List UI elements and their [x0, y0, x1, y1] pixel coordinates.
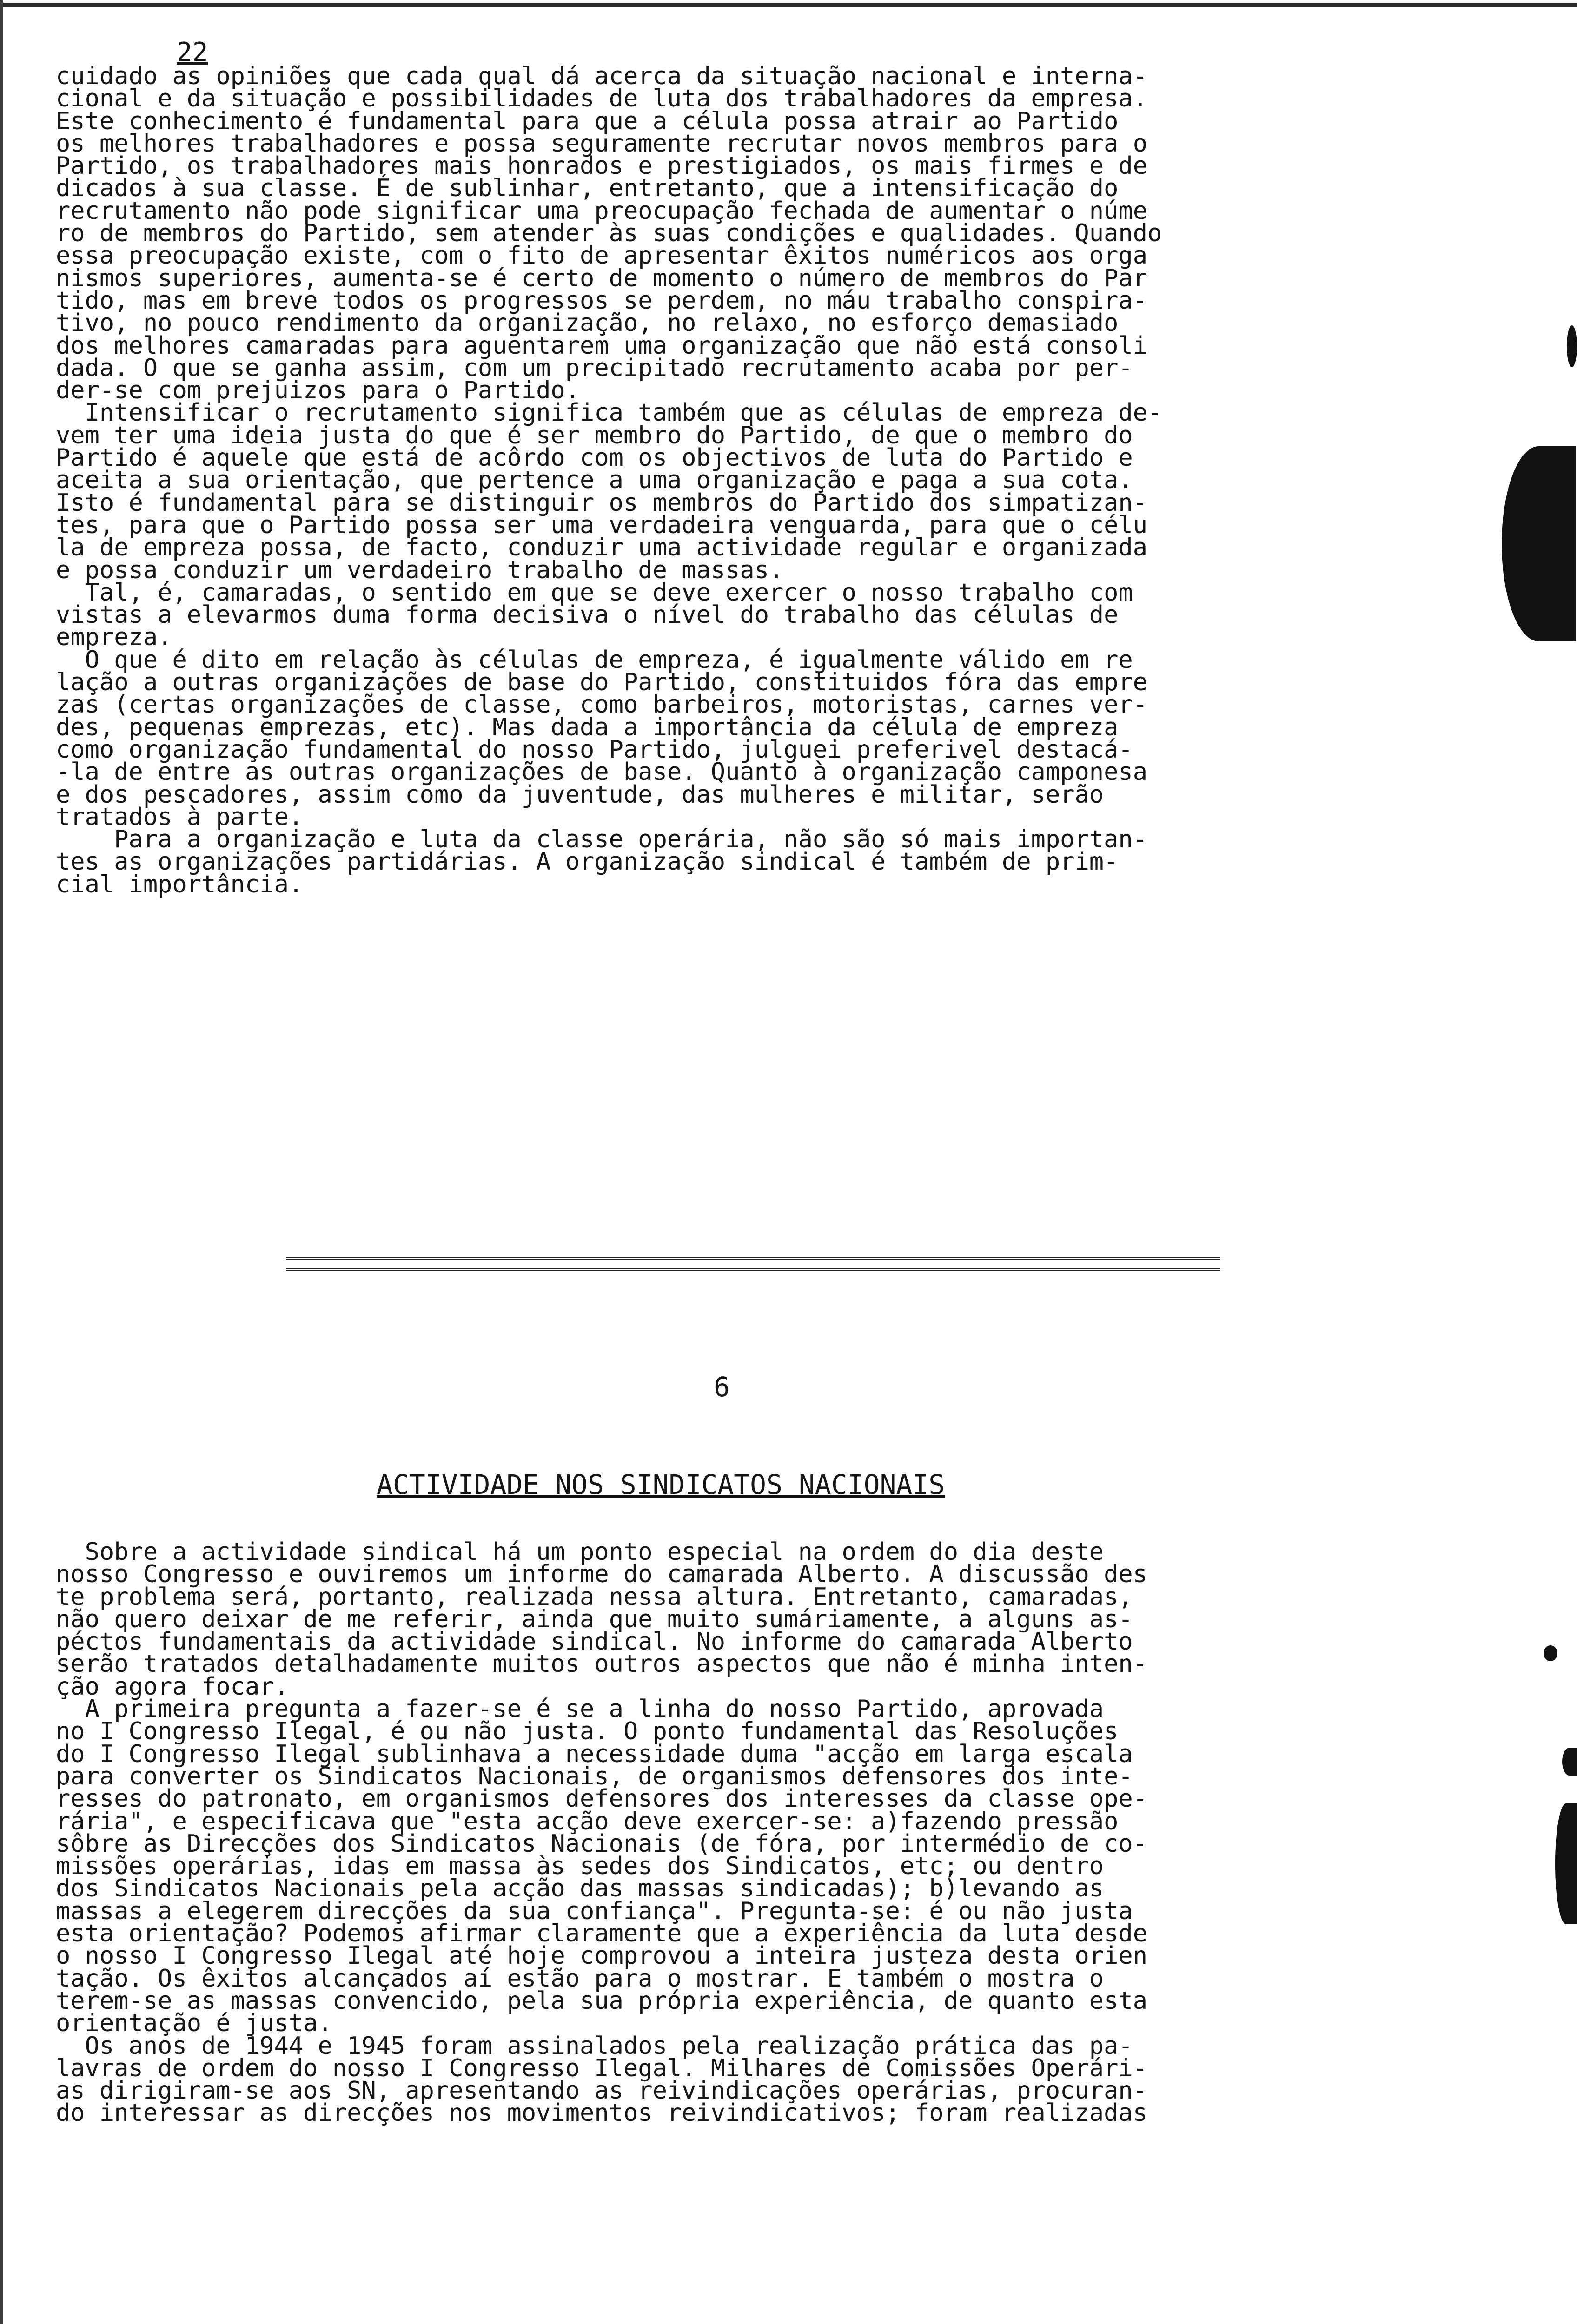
- section-separator: [286, 1257, 1220, 1271]
- text-line: A primeira pregunta a fazer-se é se a linha do nosso Partido, aprovada: [56, 1695, 1104, 1723]
- text-line: la de empreza possa, de facto, conduzir uma actividade regular e organizada: [56, 534, 1147, 562]
- body-text-block-2: [56, 1538, 1460, 2127]
- text-line: aceita a sua orientação, que pertence a uma organização e paga a sua cota.: [56, 466, 1133, 495]
- text-line: te problema será, portanto, realizada nessa altura. Entretanto, camaradas,: [56, 1583, 1133, 1611]
- text-line: para converter os Sindicatos Nacionais, de organismos defensores dos inte-: [56, 1762, 1133, 1790]
- scan-ink-blot: [1567, 325, 1577, 367]
- text-line: do I Congresso Ilegal sublinhava a necessidade duma "acção em larga escala: [56, 1740, 1133, 1768]
- text-line: empreza.: [56, 623, 172, 652]
- text-line: lação a outras organizações de base do Partido, constituidos fóra das empre: [56, 668, 1147, 697]
- text-line: tivo, no pouco rendimento da organização, no relaxo, no esforço demasiado: [56, 309, 1119, 337]
- text-line: e possa conduzir um verdadeiro trabalho de massas.: [56, 556, 784, 584]
- text-line: no I Congresso Ilegal, é ou não justa. O ponto fundamental das Resoluções: [56, 1717, 1119, 1746]
- text-line: sôbre as Direcções dos Sindicatos Nacionais (de fóra, por intermédio de co-: [56, 1829, 1147, 1858]
- text-line: Para a organização e luta da classe operária, não são só mais importan-: [56, 825, 1147, 854]
- text-line: o nosso I Congresso Ilegal até hoje comprovou a inteira justeza desta orien: [56, 1942, 1147, 1970]
- text-line: tido, mas em breve todos os progressos se perdem, no máu trabalho conspira-: [56, 286, 1147, 315]
- text-line: resses do patronato, em organismos defensores dos interesses da classe ope-: [56, 1785, 1147, 1813]
- text-line: tação. Os êxitos alcançados aí estão para o mostrar. E também o mostra o: [56, 1964, 1104, 1993]
- text-line: Sobre a actividade sindical há um ponto especial na ordem do dia deste: [56, 1538, 1104, 1566]
- left-edge-shadow: [0, 0, 3, 2324]
- text-line: der-se com prejuizos para o Partido.: [56, 376, 580, 405]
- text-line: dos melhores camaradas para aguentarem uma organização que não está consoli: [56, 331, 1147, 360]
- text-line: tes, para que o Partido possa ser uma verdadeira venguarda, para que o célu: [56, 511, 1147, 539]
- text-line: des, pequenas emprezas, etc). Mas dada a importância da célula de empreza: [56, 713, 1119, 741]
- scan-ink-blot: [1502, 446, 1576, 641]
- text-line: cial importância.: [56, 870, 304, 898]
- text-line: dada. O que se ganha assim, com um precipitado recrutamento acaba por per-: [56, 354, 1133, 382]
- text-line: os melhores trabalhadores e possa seguramente recrutar novos membros para o: [56, 129, 1147, 158]
- text-line: zas (certas organizações de classe, como barbeiros, motoristas, carnes ver-: [56, 691, 1147, 719]
- text-line: vistas a elevarmos duma forma decisiva o nível do trabalho das células de: [56, 601, 1119, 629]
- text-line: esta orientação? Podemos afirmar claramente que a experiência da luta desde: [56, 1920, 1147, 1948]
- text-line: do interessar as direcções nos movimentos reivindicativos; foram realizadas: [56, 2099, 1147, 2127]
- text-line: ção agora focar.: [56, 1672, 289, 1701]
- text-line: cional e da situação e possibilidades de luta dos trabalhadores da empresa.: [56, 85, 1147, 113]
- text-line: Partido é aquele que está de acôrdo com os objectivos de luta do Partido e: [56, 444, 1133, 472]
- text-line: e dos pescadores, assim como da juventude, das mulheres e militar, serão: [56, 780, 1104, 809]
- scan-ink-blot: [1544, 1645, 1557, 1661]
- text-line: serão tratados detalhadamente muitos outros aspectos que não é minha inten-: [56, 1650, 1147, 1678]
- text-line: péctos fundamentais da actividade sindical. No informe do camarada Alberto: [56, 1628, 1133, 1656]
- text-line: vem ter uma ideia justa do que é ser membro do Partido, de que o membro do: [56, 421, 1133, 449]
- text-line: tratados à parte.: [56, 803, 304, 831]
- text-line: missões operárias, idas em massa às sedes dos Sindicatos, etc; ou dentro: [56, 1852, 1104, 1881]
- page-number: 22: [177, 37, 208, 67]
- text-line: essa preocupação existe, com o fito de apresentar êxitos numéricos aos orga: [56, 242, 1147, 270]
- text-line: -la de entre as outras organizações de base. Quanto à organização camponesa: [56, 758, 1147, 786]
- text-line: dos Sindicatos Nacionais pela acção das massas sindicadas); b)levando as: [56, 1875, 1104, 1903]
- text-line: nismos superiores, aumenta-se é certo de momento o número de membros do Par: [56, 264, 1147, 292]
- text-line: massas a elegerem direcções da sua confiança". Pregunta-se: é ou não justa: [56, 1897, 1133, 1925]
- text-line: O que é dito em relação às células de empreza, é igualmente válido em re: [56, 646, 1133, 674]
- text-line: lavras de ordem do nosso I Congresso Ilegal. Milhares de Comissões Operári-: [56, 2054, 1147, 2082]
- text-line: não quero deixar de me referir, ainda que muito sumáriamente, a alguns as-: [56, 1605, 1133, 1633]
- text-line: Os anos de 1944 e 1945 foram assinalados pela realização prática das pa-: [56, 2032, 1133, 2060]
- top-edge-rule: [0, 3, 1577, 7]
- body-text-block-1: [56, 62, 1460, 898]
- text-line: ro de membros do Partido, sem atender às suas condições e qualidades. Quando: [56, 219, 1162, 248]
- text-line: orientação é justa.: [56, 2009, 332, 2038]
- text-line: cuidado as opiniões que cada qual dá acerca da situação nacional e interna-: [56, 62, 1147, 90]
- text-line: terem-se as massas convencido, pela sua própria experiência, de quanto esta: [56, 1987, 1147, 2015]
- text-line: Este conhecimento é fundamental para que a célula possa atrair ao Partido: [56, 107, 1119, 135]
- section-number: 6: [714, 1371, 730, 1403]
- scan-ink-blot: [1555, 1803, 1577, 1924]
- text-line: Intensificar o recrutamento significa também que as células de empreza de-: [56, 399, 1162, 427]
- text-line: Partido, os trabalhadores mais honrados e prestigiados, os mais firmes e de: [56, 152, 1147, 180]
- text-line: como organização fundamental do nosso Partido, julguei preferivel destacá-: [56, 735, 1133, 764]
- text-line: rária", e especificava que "esta acção deve exercer-se: a)fazendo pressão: [56, 1807, 1119, 1835]
- scan-ink-blot: [1562, 1748, 1577, 1776]
- section-title: ACTIVIDADE NOS SINDICATOS NACIONAIS: [377, 1469, 945, 1500]
- text-line: tes as organizações partidárias. A organização sindical é também de prim-: [56, 848, 1119, 876]
- text-line: dicados à sua classe. É de sublinhar, entretanto, que a intensificação do: [56, 174, 1119, 203]
- text-line: nosso Congresso e ouviremos um informe do camarada Alberto. A discussão des: [56, 1560, 1147, 1589]
- text-line: Tal, é, camaradas, o sentido em que se deve exercer o nosso trabalho com: [56, 578, 1133, 607]
- text-line: Isto é fundamental para se distinguir os membros do Partido dos simpatizan-: [56, 489, 1147, 517]
- text-line: recrutamento não pode significar uma preocupação fechada de aumentar o núme: [56, 197, 1147, 225]
- text-line: as dirigiram-se aos SN, apresentando as reivindicações operárias, procuran-: [56, 2077, 1147, 2105]
